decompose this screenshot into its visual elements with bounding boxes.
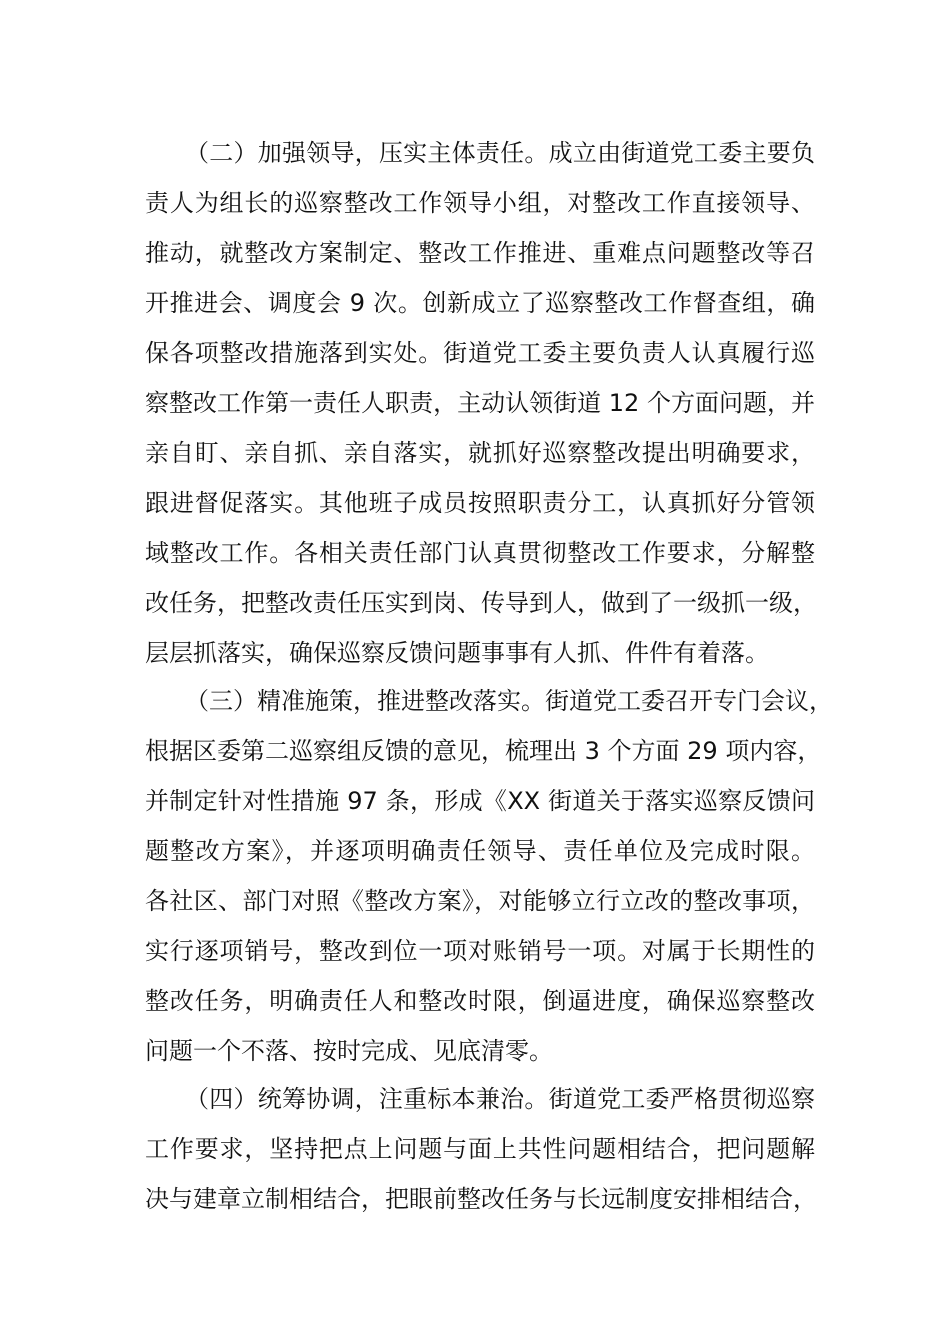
- text-line: 问题一个不落、按时完成、见底清零。: [145, 1037, 553, 1065]
- text-line: 改任务，把整改责任压实到岗、传导到人，做到了一级抓一级，: [145, 589, 817, 617]
- text-line: （二）加强领导，压实主体责任。成立由街道党工委主要负: [185, 139, 815, 167]
- text-line: 亲自盯、亲自抓、亲自落实，就抓好巡察整改提出明确要求，: [145, 439, 815, 467]
- text-line: 保各项整改措施落到实处。街道党工委主要负责人认真履行巡: [145, 339, 815, 367]
- text-line: （四）统筹协调，注重标本兼治。街道党工委严格贯彻巡察: [185, 1085, 815, 1113]
- text-line: （三）精准施策，推进整改落实。街道党工委召开专门会议，: [185, 687, 833, 715]
- text-line: 推动，就整改方案制定、整改工作推进、重难点问题整改等召: [145, 239, 815, 267]
- text-line: 实行逐项销号，整改到位一项对账销号一项。对属于长期性的: [145, 937, 815, 965]
- text-line: 根据区委第二巡察组反馈的意见，梳理出 3 个方面 29 项内容，: [145, 737, 822, 765]
- text-line: 跟进督促落实。其他班子成员按照职责分工，认真抓好分管领: [145, 489, 815, 517]
- text-line: 题整改方案》，并逐项明确责任领导、责任单位及完成时限。: [145, 837, 815, 865]
- text-line: 责人为组长的巡察整改工作领导小组，对整改工作直接领导、: [145, 189, 815, 217]
- text-line: 决与建章立制相结合，把眼前整改任务与长远制度安排相结合，: [145, 1185, 817, 1213]
- text-line: 察整改工作第一责任人职责，主动认领街道 12 个方面问题，并: [145, 389, 815, 417]
- text-line: 各社区、部门对照《整改方案》，对能够立行立改的整改事项，: [145, 887, 815, 915]
- text-line: 工作要求，坚持把点上问题与面上共性问题相结合，把问题解: [145, 1135, 815, 1163]
- text-line: 并制定针对性措施 97 条，形成《XX 街道关于落实巡察反馈问: [145, 787, 815, 815]
- text-line: 整改任务，明确责任人和整改时限，倒逼进度，确保巡察整改: [145, 987, 815, 1015]
- text-line: 域整改工作。各相关责任部门认真贯彻整改工作要求，分解整: [145, 539, 815, 567]
- text-line: 层层抓落实，确保巡察反馈问题事事有人抓、件件有着落。: [145, 639, 769, 667]
- text-line: 开推进会、调度会 9 次。创新成立了巡察整改工作督查组，确: [145, 289, 815, 317]
